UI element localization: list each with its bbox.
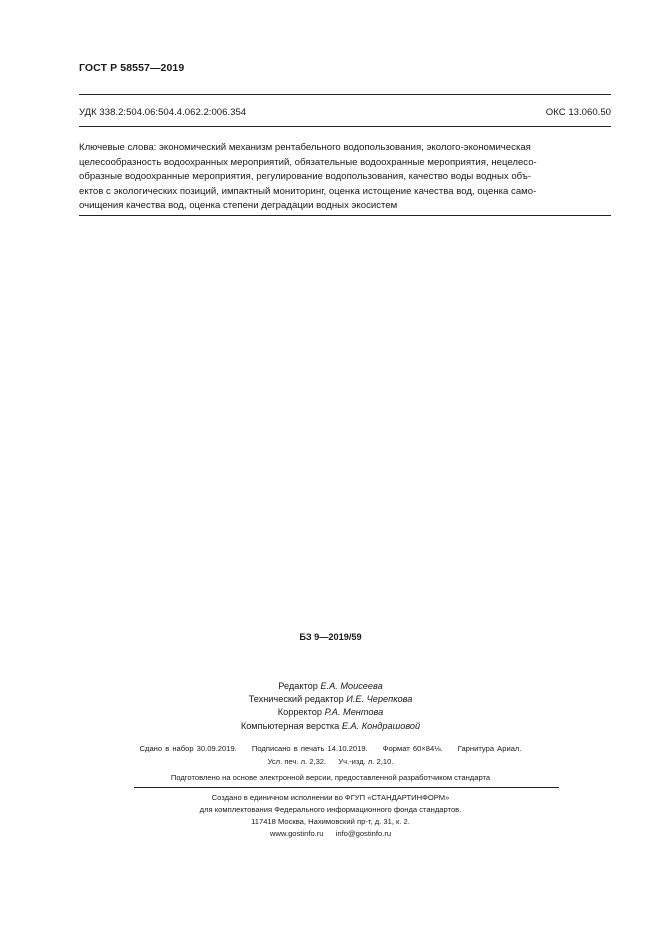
staff-role: Компьютерная верстка xyxy=(240,720,340,731)
typeset-date: Сдано в набор 30.09.2019. xyxy=(139,744,237,753)
created-note xyxy=(0,792,661,816)
keywords-divider xyxy=(79,215,611,216)
staff-name: И.Е. Черепкова xyxy=(346,694,413,705)
publisher-web-contacts xyxy=(0,828,661,840)
printed-sheets: Усл. печ. л. 2,32. xyxy=(267,757,327,766)
created-line1: Создано в единичном исполнении во ФГУП «СТАНДАРТИНФОРМ» xyxy=(211,793,450,802)
staff-name: Е.А. Моисеева xyxy=(320,681,383,691)
staff-role: Корректор xyxy=(277,707,322,718)
imprint-divider xyxy=(134,787,559,788)
signed-date: Подписано в печать 14.10.2019. xyxy=(251,744,368,753)
bz-number: БЗ 9—2019/59 xyxy=(299,632,362,642)
staff-editor xyxy=(0,680,661,693)
staff-layout xyxy=(0,720,661,733)
oks-code: ОКС 13.060.50 xyxy=(545,107,611,118)
print-details-line1 xyxy=(0,743,661,755)
classification-divider xyxy=(79,126,611,127)
created-line2: для комплектования Федерального информационного фонда стандартов. xyxy=(199,805,462,814)
typeface: Гарнитура Ариал. xyxy=(457,744,522,753)
staff-role: Редактор xyxy=(278,681,318,691)
staff-tech-editor xyxy=(0,693,661,706)
staff-list xyxy=(0,680,661,733)
email-link[interactable]: info@gostinfo.ru xyxy=(335,829,392,838)
staff-name: Р.А. Ментова xyxy=(324,707,384,718)
staff-role: Технический редактор xyxy=(248,694,344,705)
staff-name: Е.А. Кондрашовой xyxy=(341,720,421,731)
publisher-sheets: Уч.-изд. л. 2,10. xyxy=(338,757,394,766)
document-header: ГОСТ Р 58557—2019 xyxy=(79,62,185,74)
based-on-note: Подготовлено на основе электронной версии, предоставленной разработчиком стандарта xyxy=(170,773,491,782)
keywords-paragraph: Ключевые слова: экономический механизм рентабельного водопользования, эколого-экономическая целесообразность водоохранных мероприятий, обязательные водоохранные мероприятия, нецелесо- образные водоохранные мероприятия, регулирование водопользования, качество воды водных объ- ектов с экологических позиций, импактный мониторинг, оценка истощение качества вод, оценка само- очищения качества вод, оценка степени деградации водных экосистем xyxy=(79,142,537,212)
publisher-address: 117418 Москва, Нахимовский пр-т, д. 31, к. 2. xyxy=(251,817,410,826)
staff-proofreader xyxy=(0,706,661,719)
paper-format: Формат 60×84⅛. xyxy=(382,744,443,753)
udk-code: УДК 338.2:504.06:504.4.062.2:006.354 xyxy=(79,107,247,118)
publisher-contacts xyxy=(0,816,661,840)
print-details-line2 xyxy=(0,756,661,768)
header-divider xyxy=(79,94,611,95)
website-link[interactable]: www.gostinfo.ru xyxy=(269,829,324,838)
